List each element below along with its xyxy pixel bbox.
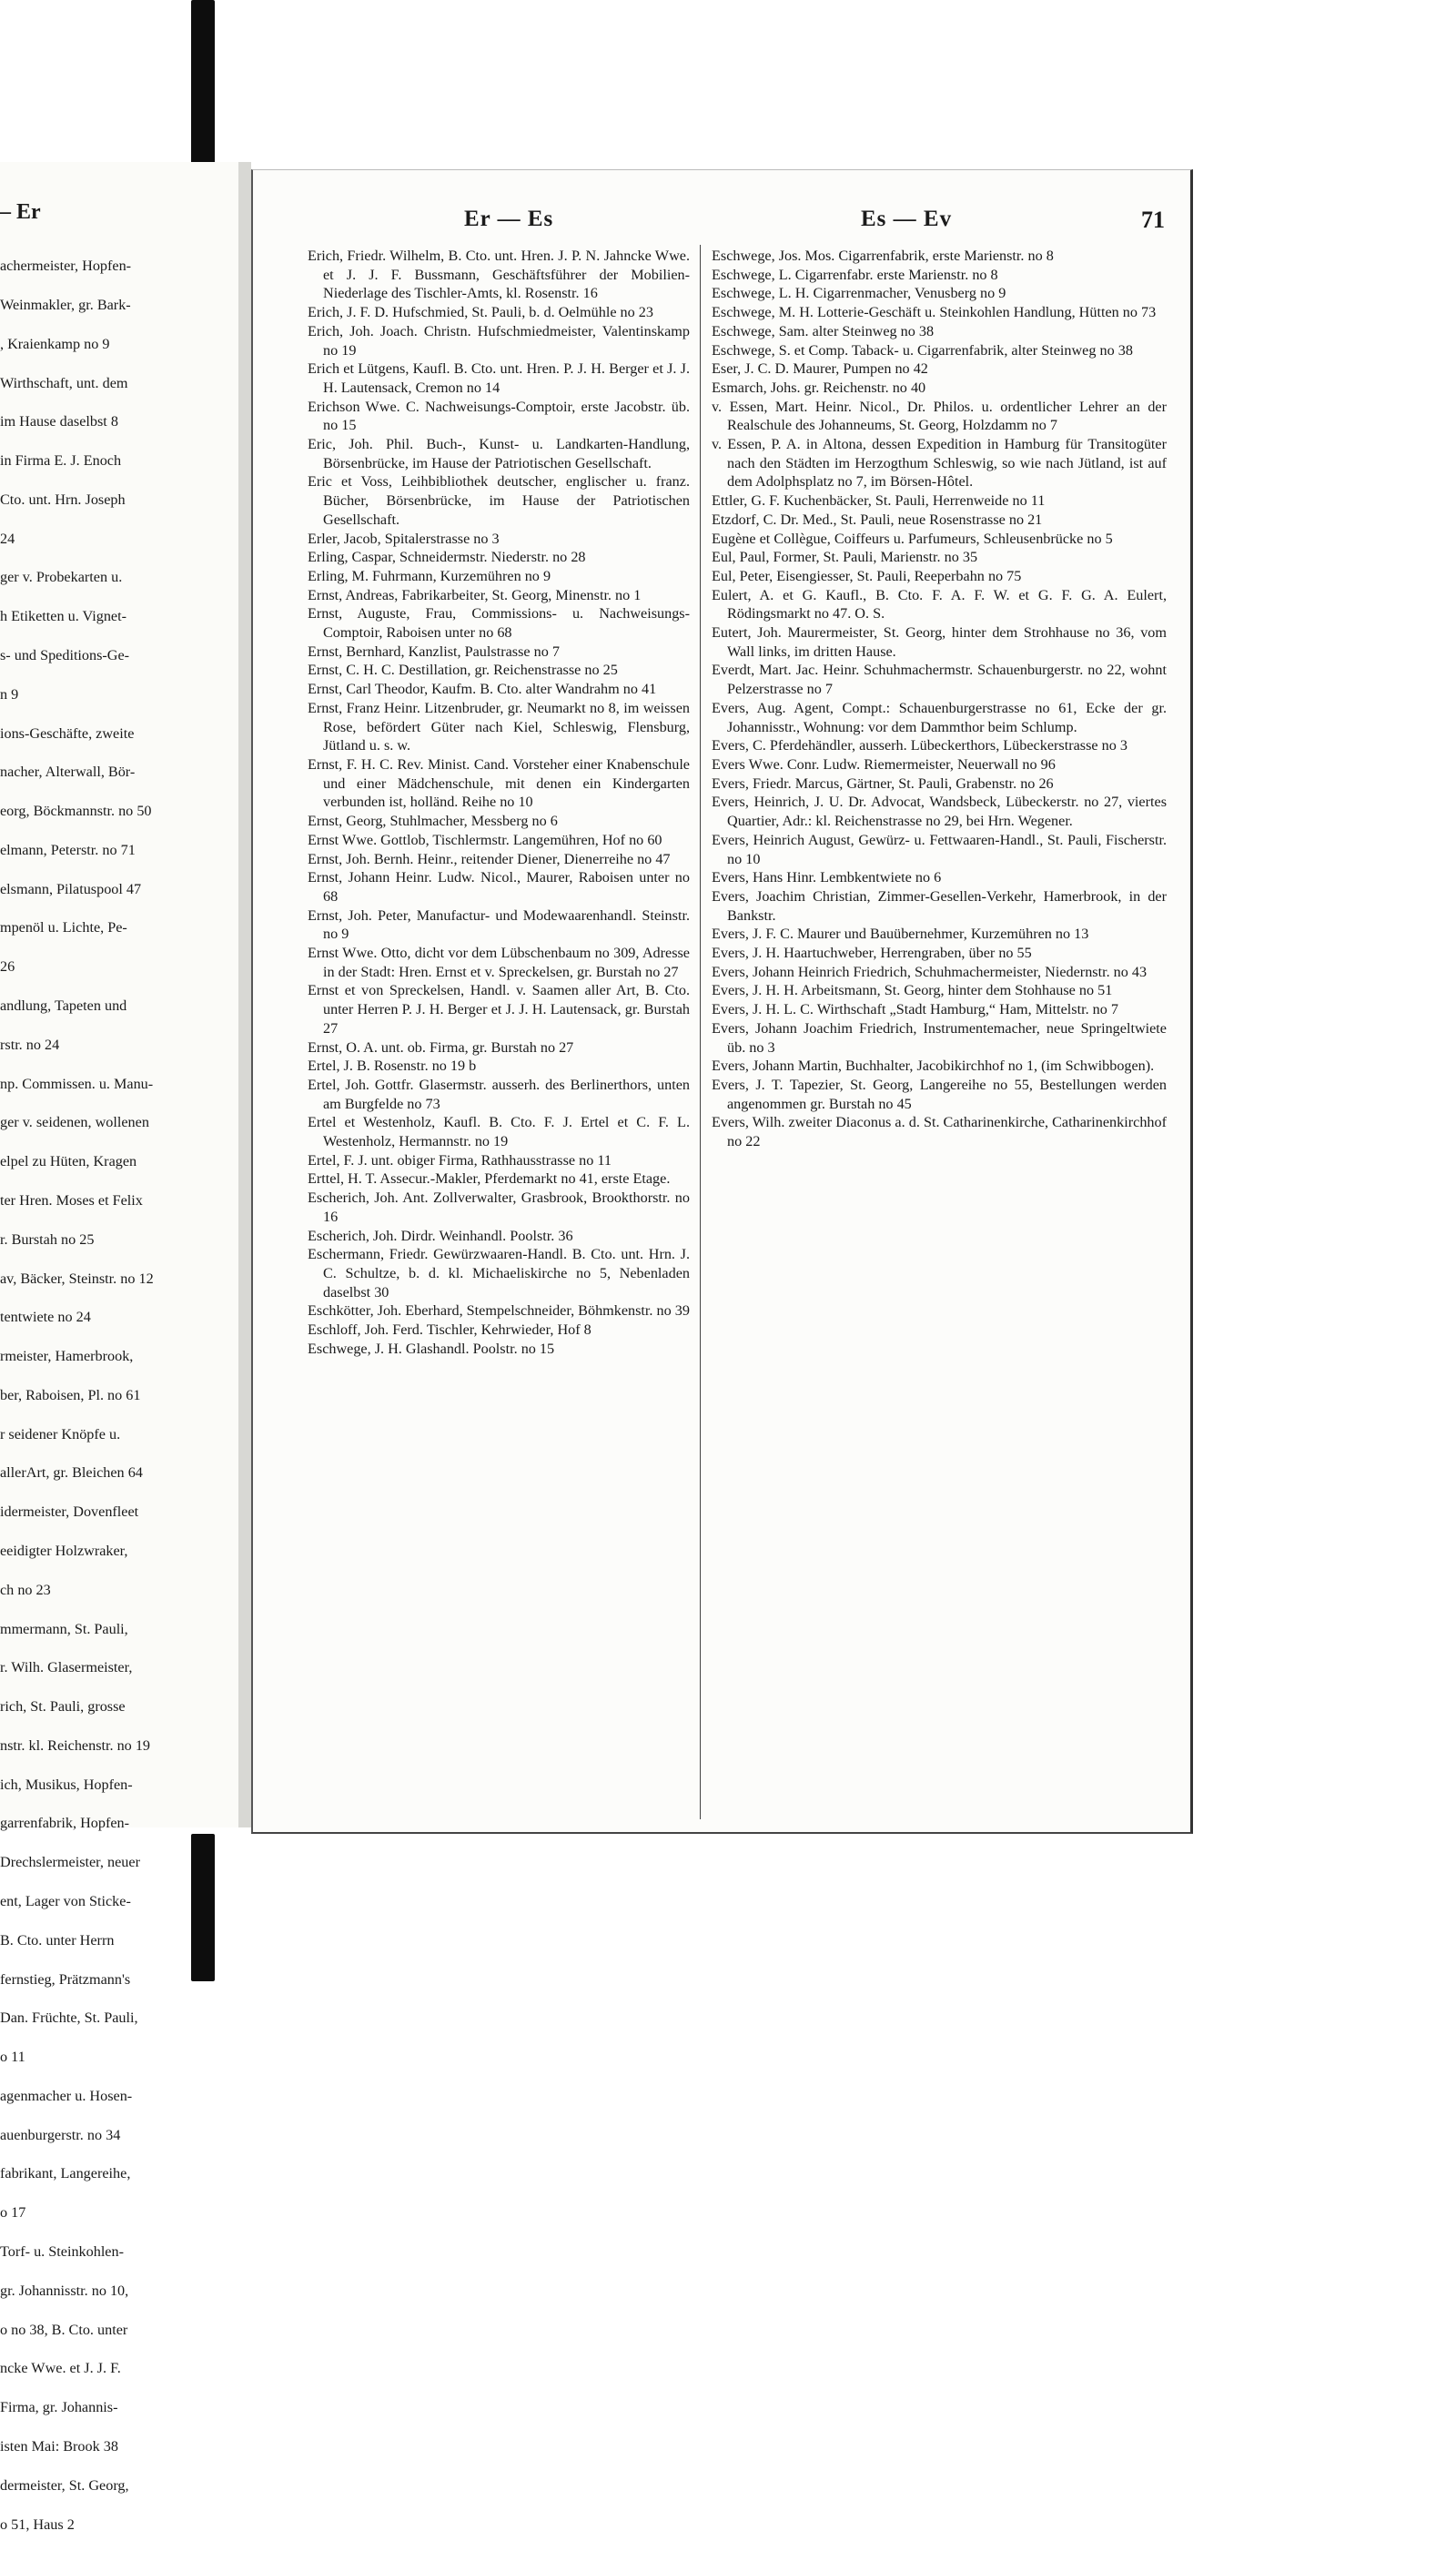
left-page-line: isten Mai: Brook 38 [0, 2437, 118, 2455]
directory-entry: Eric et Voss, Leihbibliothek deutscher, englischer u. franz. Bücher, Börsenbrücke, im Hause der Patriotischen Gesellschaft. [308, 473, 690, 528]
left-page-line: r. Burstah no 25 [0, 1230, 95, 1248]
directory-entry: Eschwege, L. Cigarrenfabr. erste Marienstr. no 8 [712, 266, 998, 283]
left-page-line: 26 [0, 958, 15, 976]
left-page-line: o 11 [0, 2049, 25, 2066]
left-page-line: 24 [0, 530, 15, 547]
directory-entry: Eschwege, S. et Comp. Taback- u. Cigarrenfabrik, alter Steinweg no 38 [712, 341, 1133, 359]
left-page-line: Firma, gr. Johannis- [0, 2399, 118, 2416]
directory-entry: Ernst, Andreas, Fabrikarbeiter, St. Georg, Minenstr. no 1 [308, 586, 642, 603]
directory-entry: Ernst, Johann Heinr. Ludw. Nicol., Maurer, Raboisen unter no 68 [308, 869, 690, 905]
left-page-line: im Hause daselbst 8 [0, 413, 118, 430]
left-page-line: Torf- u. Steinkohlen- [0, 2243, 124, 2261]
directory-entry: Eric, Joh. Phil. Buch-, Kunst- u. Landkarten-Handlung, Börsenbrücke, im Hause der Patriotischen Gesellschaft. [308, 436, 690, 471]
directory-entry: Eser, J. C. D. Maurer, Pumpen no 42 [712, 360, 928, 378]
left-page-line: auenburgerstr. no 34 [0, 2126, 121, 2143]
left-page-fragment [0, 162, 241, 2533]
left-page-line: o 17 [0, 2204, 26, 2222]
directory-entry: Erler, Jacob, Spitalerstrasse no 3 [308, 530, 500, 547]
directory-entry: Evers, Johann Martin, Buchhalter, Jacobikirchhof no 1, (im Schwibbogen). [712, 1058, 1155, 1075]
directory-entry: Evers, Heinrich August, Gewürz- u. Fettwaaren-Handl., St. Pauli, Fischerstr. no 10 [712, 831, 1167, 867]
running-head-er-es: Er — Es [464, 207, 554, 231]
directory-entry: Erich, Joh. Joach. Christn. Hufschmiedmeister, Valentinskamp no 19 [308, 322, 690, 359]
left-page-line: elsmann, Pilatuspool 47 [0, 880, 142, 897]
directory-entry: Ertel et Westenholz, Kaufl. B. Cto. F. J. Ertel et C. F. L. Westenholz, Hermannstr. no 19 [308, 1114, 690, 1150]
directory-entry: Escherich, Joh. Dirdr. Weinhandl. Poolstr. 36 [308, 1227, 573, 1244]
right-page-71 [251, 169, 1193, 1834]
left-page-line: ent, Lager von Sticke- [0, 1893, 131, 1909]
left-page-line: in Firma E. J. Enoch [0, 452, 122, 470]
left-page-line: garrenfabrik, Hopfen- [0, 1815, 130, 1832]
directory-entry: Evers, Johann Heinrich Friedrich, Schuhmachermeister, Niedernstr. no 43 [712, 963, 1148, 980]
directory-entry: Ernst, C. H. C. Destillation, gr. Reichenstrasse no 25 [308, 662, 618, 679]
page-number: 71 [1141, 207, 1165, 233]
directory-entry: Evers Wwe. Conr. Ludw. Riemermeister, Neuerwall no 96 [712, 755, 1056, 773]
left-page-line: eorg, Böckmannstr. no 50 [0, 803, 152, 820]
directory-entry: Erich, J. F. D. Hufschmied, St. Pauli, b. d. Oelmühle no 23 [308, 304, 653, 321]
left-page-line: mpenöl u. Lichte, Pe- [0, 919, 127, 936]
left-page-line: rich, St. Pauli, grosse [0, 1698, 126, 1716]
directory-entry: Evers, Hans Hinr. Lembkentwiete no 6 [712, 869, 942, 886]
directory-entry: Ernst, Carl Theodor, Kaufm. B. Cto. alter Wandrahm no 41 [308, 681, 657, 698]
directory-entry: Ettler, G. F. Kuchenbäcker, St. Pauli, Herrenweide no 11 [712, 492, 1046, 510]
directory-entry: Ernst Wwe. Otto, dicht vor dem Lübschenbaum no 309, Adresse in der Stadt: Hren. Ernst et v. Spreckelsen, gr. Burstah no 27 [308, 945, 690, 980]
directory-entry: Evers, Wilh. zweiter Diaconus a. d. St. Catharinenkirche, Catharinenkirchhof no 22 [712, 1114, 1167, 1150]
directory-entry: Evers, C. Pferdehändler, ausserh. Lübeckerthors, Lübeckerstrasse no 3 [712, 737, 1127, 754]
left-page-line: nstr. kl. Reichenstr. no 19 [0, 1736, 151, 1754]
directory-entry: Erling, M. Fuhrmann, Kurzemühren no 9 [308, 567, 551, 584]
left-page-line: andlung, Tapeten und [0, 997, 127, 1015]
left-page-line: o no 38, B. Cto. unter [0, 2321, 128, 2338]
left-page-line: B. Cto. unter Herrn [0, 1931, 115, 1949]
directory-entry: Erich et Lütgens, Kaufl. B. Cto. unt. Hren. P. J. H. Berger et J. J. H. Lautensack, Cremon no 14 [308, 360, 690, 396]
left-page-line: fabrikant, Langereihe, [0, 2165, 131, 2182]
left-page-line: dermeister, St. Georg, [0, 2476, 129, 2494]
directory-entry: Evers, Heinrich, J. U. Dr. Advocat, Wandsbeck, Lübeckerstr. no 27, viertes Quartier, Adr.: kl. Reichenstrasse no 29, bei Hrn. Wegener. [712, 794, 1167, 830]
directory-entry: Eul, Peter, Eisengiesser, St. Pauli, Reeperbahn no 75 [712, 567, 1022, 584]
left-page-line: mmermann, St. Pauli, [0, 1620, 128, 1637]
directory-entry: Ernst, F. H. C. Rev. Minist. Cand. Vorsteher einer Knabenschule und einer Mädchenschule, mit denen ein Kindergarten verbunden ist, holländ. Reihe no 10 [308, 755, 690, 811]
directory-entry: Evers, J. H. L. C. Wirthschaft „Stadt Hamburg,“ Ham, Mittelstr. no 7 [712, 1001, 1118, 1018]
directory-column-left [308, 247, 690, 1358]
directory-entry: Ertel, J. B. Rosenstr. no 19 b [308, 1058, 477, 1075]
directory-entry: Escherich, Joh. Ant. Zollverwalter, Grasbrook, Brookthorstr. no 16 [308, 1189, 690, 1225]
left-page-line: nacher, Alterwall, Bör- [0, 764, 136, 781]
directory-entry: Ertel, Joh. Gottfr. Glasermstr. ausserh. des Berlinerthors, unten am Burgfelde no 73 [308, 1076, 690, 1112]
left-page-line: rstr. no 24 [0, 1036, 60, 1053]
left-page-line: , Kraienkamp no 9 [0, 335, 110, 352]
left-page-line: allerArt, gr. Bleichen 64 [0, 1464, 143, 1482]
directory-entry: Esmarch, Johs. gr. Reichenstr. no 40 [712, 379, 926, 396]
directory-entry: Eschwege, Sam. alter Steinweg no 38 [712, 322, 935, 339]
left-page-line: av, Bäcker, Steinstr. no 12 [0, 1270, 154, 1287]
left-page-line: rmeister, Hamerbrook, [0, 1348, 134, 1365]
directory-entry: Evers, J. H. Haartuchweber, Herrengraben, über no 55 [712, 945, 1032, 962]
left-page-line: agenmacher u. Hosen- [0, 2087, 133, 2104]
directory-column-right [712, 247, 1167, 1151]
left-page-line: ter Hren. Moses et Felix [0, 1191, 143, 1209]
directory-entry: Ernst, Joh. Peter, Manufactur- und Modewaarenhandl. Steinstr. no 9 [308, 906, 690, 943]
directory-entry: Ernst, Bernhard, Kanzlist, Paulstrasse no 7 [308, 643, 560, 660]
left-running-head: – Er [0, 200, 41, 224]
directory-entry: Eschwege, Jos. Mos. Cigarrenfabrik, erste Marienstr. no 8 [712, 248, 1054, 264]
directory-entry: Evers, Friedr. Marcus, Gärtner, St. Pauli, Grabenstr. no 26 [712, 774, 1054, 792]
directory-entry: Evers, Johann Joachim Friedrich, Instrumentemacher, neue Springeltwiete üb. no 3 [712, 1019, 1167, 1056]
directory-entry: Eschwege, M. H. Lotterie-Geschäft u. Steinkohlen Handlung, Hütten no 73 [712, 304, 1157, 321]
directory-entry: Evers, Aug. Agent, Compt.: Schauenburgerstrasse no 61, Ecke der gr. Johannisstr., Wohnung: vor dem Dammthor beim Schlump. [712, 699, 1167, 735]
left-page-line: Weinmakler, gr. Bark- [0, 296, 131, 313]
directory-entry: Evers, J. H. H. Arbeitsmann, St. Georg, hinter dem Stohhause no 51 [712, 982, 1113, 999]
directory-entry: v. Essen, Mart. Heinr. Nicol., Dr. Philos. u. ordentlicher Lehrer an der Realschule des Johanneums, St. Georg, Holzdamm no 7 [712, 398, 1167, 434]
directory-entry: Eschermann, Friedr. Gewürzwaaren-Handl. B. Cto. unt. Hrn. J. C. Schultze, b. d. kl. Michaeliskirche no 5, Nebenladen daselbst 30 [308, 1246, 690, 1301]
left-page-line: fernstieg, Prätzmann's [0, 1970, 131, 1988]
left-page-line: elpel zu Hüten, Kragen [0, 1153, 137, 1170]
directory-entry: Erttel, H. T. Assecur.-Makler, Pferdemarkt no 41, erste Etage. [308, 1170, 671, 1188]
directory-entry: Everdt, Mart. Jac. Heinr. Schuhmachermstr. Schauenburgerstr. no 22, wohnt Pelzerstrasse no 7 [712, 662, 1167, 698]
left-page-line: idermeister, Dovenfleet [0, 1503, 139, 1521]
directory-entry: Ernst Wwe. Gottlob, Tischlermstr. Langemühren, Hof no 60 [308, 831, 662, 848]
left-page-line: Cto. unt. Hrn. Joseph [0, 491, 126, 508]
directory-entry: Erichson Wwe. C. Nachweisungs-Comptoir, erste Jacobstr. üb. no 15 [308, 398, 690, 434]
left-page-line: ncke Wwe. et J. J. F. [0, 2360, 121, 2377]
left-page-text [0, 239, 228, 2551]
left-page-line: Wirthschaft, unt. dem [0, 374, 128, 391]
left-page-line: ions-Geschäfte, zweite [0, 724, 135, 742]
left-page-line: ger v. Probekarten u. [0, 569, 123, 586]
directory-entry: Evers, J. F. C. Maurer und Bauübernehmer, Kurzemühren no 13 [712, 926, 1089, 943]
left-page-line: achermeister, Hopfen- [0, 258, 132, 275]
column-divider [700, 245, 701, 1819]
left-page-line: r seidener Knöpfe u. [0, 1425, 121, 1443]
gutter-shadow [238, 162, 251, 1827]
scanner-clip-top [191, 0, 215, 173]
directory-entry: Ernst, Auguste, Frau, Commissions- u. Nachweisungs-Comptoir, Raboisen unter no 68 [308, 605, 690, 642]
left-page-line: h Etiketten u. Vignet- [0, 608, 126, 625]
left-page-line: ch no 23 [0, 1581, 51, 1598]
directory-entry: Eul, Paul, Former, St. Pauli, Marienstr. no 35 [712, 549, 978, 566]
left-page-line: o 51, Haus 2 [0, 2516, 75, 2533]
directory-entry: Eschwege, J. H. Glashandl. Poolstr. no 15 [308, 1340, 555, 1357]
left-page-line: np. Commissen. u. Manu- [0, 1075, 154, 1092]
directory-entry: Eutert, Joh. Maurermeister, St. Georg, hinter dem Strohhause no 36, vom Wall links, im dritten Hause. [712, 624, 1167, 660]
directory-entry: Ernst, Georg, Stuhlmacher, Messberg no 6 [308, 813, 558, 830]
left-page-line: s- und Speditions-Ge- [0, 647, 130, 663]
left-page-line: ich, Musikus, Hopfen- [0, 1776, 133, 1793]
left-page-line: r. Wilh. Glasermeister, [0, 1659, 133, 1676]
left-page-line: Drechslermeister, neuer [0, 1854, 140, 1871]
directory-entry: Evers, J. T. Tapezier, St. Georg, Langereihe no 55, Bestellungen werden angenommen gr. Burstah no 45 [712, 1076, 1167, 1112]
left-page-line: ber, Raboisen, Pl. no 61 [0, 1386, 141, 1403]
directory-entry: v. Essen, P. A. in Altona, dessen Expedition in Hamburg für Transitogüter nach den Städten im Herzogthum Schleswig, so wie nach Jütland, ist auf dem Adolphsplatz no 7, im Börsen-Hôtel. [712, 436, 1167, 491]
directory-entry: Erling, Caspar, Schneidermstr. Niederstr. no 28 [308, 549, 586, 566]
directory-entry: Ernst, Joh. Bernh. Heinr., reitender Diener, Dienerreihe no 47 [308, 850, 671, 867]
directory-entry: Eulert, A. et G. Kaufl., B. Cto. F. A. F. W. et G. F. G. A. Eulert, Rödingsmarkt no 47. O. S. [712, 586, 1167, 623]
left-page-line: eeidigter Holzwraker, [0, 1542, 128, 1559]
directory-entry: Eugène et Collègue, Coiffeurs u. Parfumeurs, Schleusenbrücke no 5 [712, 530, 1113, 547]
left-page-line: elmann, Peterstr. no 71 [0, 841, 136, 858]
left-page-line: gr. Johannisstr. no 10, [0, 2282, 129, 2299]
left-page-line: tentwiete no 24 [0, 1309, 91, 1326]
directory-entry: Eschkötter, Joh. Eberhard, Stempelschneider, Böhmkenstr. no 39 [308, 1302, 690, 1320]
directory-entry: Ertel, F. J. unt. obiger Firma, Rathhausstrasse no 11 [308, 1151, 612, 1169]
left-page-line: ger v. seidenen, wollenen [0, 1114, 149, 1131]
directory-entry: Eschloff, Joh. Ferd. Tischler, Kehrwieder, Hof 8 [308, 1321, 592, 1339]
left-page-line: Dan. Früchte, St. Pauli, [0, 2009, 138, 2027]
directory-entry: Erich, Friedr. Wilhelm, B. Cto. unt. Hren. J. P. N. Jahncke Wwe. et J. J. F. Bussmann, Geschäftsführer der Mobilien-Niederlage des Tischler-Amts, kl. Rosenstr. 16 [308, 248, 690, 302]
directory-entry: Ernst, Franz Heinr. Litzenbruder, gr. Neumarkt no 8, im weissen Rose, befördert Güter nach Kiel, Schleswig, Flensburg, Jütland u. s. w. [308, 699, 690, 754]
directory-entry: Eschwege, L. H. Cigarrenmacher, Venusberg no 9 [712, 285, 1006, 302]
directory-entry: Etzdorf, C. Dr. Med., St. Pauli, neue Rosenstrasse no 21 [712, 511, 1043, 528]
running-head-es-ev: Es — Ev [861, 207, 953, 231]
directory-entry: Evers, Joachim Christian, Zimmer-Gesellen-Verkehr, Hamerbrook, in der Bankstr. [712, 887, 1167, 924]
directory-entry: Ernst, O. A. unt. ob. Firma, gr. Burstah no 27 [308, 1038, 574, 1056]
directory-entry: Ernst et von Spreckelsen, Handl. v. Saamen aller Art, B. Cto. unter Herren P. J. H. Berger et J. J. H. Lautensack, gr. Burstah 27 [308, 982, 690, 1037]
left-page-line: n 9 [0, 685, 19, 703]
